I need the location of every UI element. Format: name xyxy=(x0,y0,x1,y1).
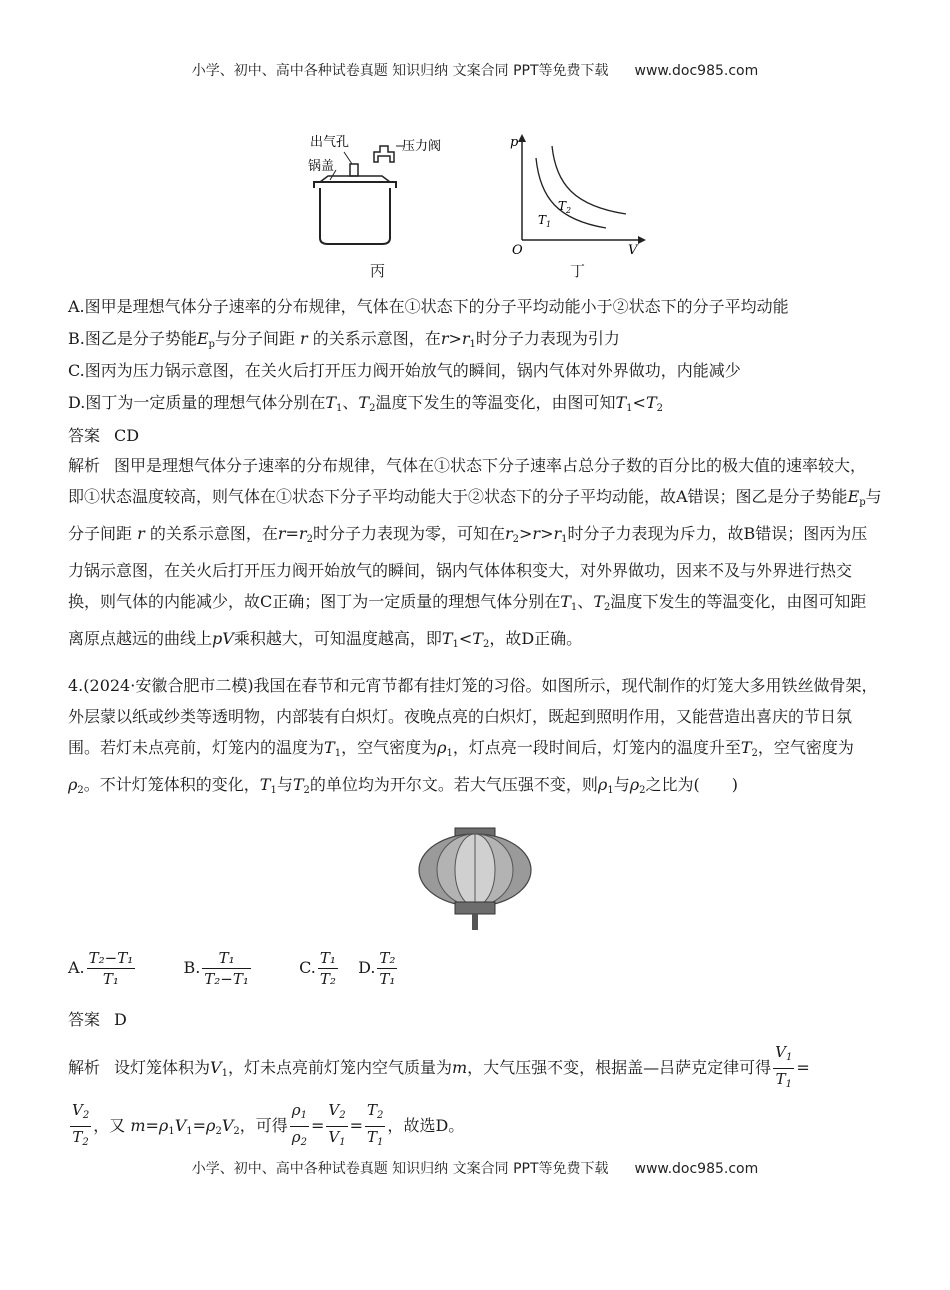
curve-t1-label: $T_1$ xyxy=(538,213,552,229)
q4-analysis-line2: $\frac{V_2}{T_2}$ ，又 $m=\rho_1V_1=\rho_2V_2$，可得 $\frac{\rho_1}{\rho_2}$ = $\frac{V_2}{V_1}$ = $\frac{T_2}{T_1}$ ，故选D。 xyxy=(72,1101,465,1148)
q3-answer xyxy=(68,423,139,446)
q4-answer: 答案 D xyxy=(68,1010,127,1029)
label-lid: 锅盖 xyxy=(308,159,335,174)
origin-label: O xyxy=(512,243,523,258)
caption-ding: 丁 xyxy=(570,262,586,280)
q4-analysis-line1: 解析 设灯笼体积为$V_1$，灯未点亮前灯笼内空气质量为m，大气压强不变，根据盖—吕萨克定律可得 $\frac{V_1}{T_1}$ = xyxy=(68,1043,810,1090)
q4-options xyxy=(68,948,399,989)
answer-value: CD xyxy=(114,426,140,445)
label-valve: 压力阀 xyxy=(402,139,442,154)
q4-option-d: D. $\frac{\text{T₂}}{\text{T₁}}$ xyxy=(358,949,396,988)
answer-label: 答案 xyxy=(68,426,101,445)
header-tagline: 小学、初中、高中各种试卷真题 知识归纳 文案合同 PPT等免费下载 xyxy=(191,63,609,79)
q4-option-a: A. $\frac{\text{T₂−T₁}}{\text{T₁}}$ xyxy=(68,949,134,988)
figure-isotherms xyxy=(508,128,648,258)
footer-tagline: 小学、初中、高中各种试卷真题 知识归纳 文案合同 PPT等免费下载 xyxy=(191,1161,609,1177)
caption-bing: 丙 xyxy=(370,262,386,280)
curve-t2-label: $T_2$ xyxy=(558,199,572,215)
q3-analysis: 解析 图甲是理想气体分子速率的分布规律，气体在①状态下分子速率占总分子数的百分比的极大值的速率较大，即①状态温度较高，则气体在①状态下分子平均动能大于②状态下的分子平均动能，故A错误；图乙是分子势能$E_p$与分子间距 r 的关系示意图，在$r=r_2$时分子力表现为零，可知在$r_2>r>r_1$时分子力表现为斥力，故B错误；图丙为压力锅示意图，在关火后打开压力阀开始放气的瞬间，锅内气体体积变大，对外界做功，因来不及与外界进行热交换，则气体的内能减少，故C正确；图丁为一定质量的理想气体分别在$T_1$、$T_2$温度下发生的等温变化，由图可知距离原点越远的曲线上pV乘积越大，可知温度越高，即$T_1<T_2$，故D正确。 xyxy=(68,456,882,650)
header-site: www.doc985.com xyxy=(634,63,759,79)
lantern-illustration xyxy=(415,826,535,932)
q4-stem: 4.(2024·安徽合肥市二模)我国在春节和元宵节都有挂灯笼的习俗。如图所示，现代制作的灯笼大多用铁丝做骨架，外层蒙以纸或纱类等透明物，内部装有白炽灯。夜晚点亮的白炽灯，既起到照明作用，又能营造出喜庆的节日氛围。若灯未点亮前，灯笼内的温度为$T_1$，空气密度为$\rho_1$，灯点亮一段时间后，灯笼内的温度升至$T_2$，空气密度为$\rho_2$。不计灯笼体积的变化，$T_1$与$T_2$的单位均为开尔文。若大气压强不变，则$\rho_1$与$\rho_2$之比为( ) xyxy=(68,676,878,796)
axis-v: V xyxy=(628,243,638,258)
q4-option-c: C. $\frac{\text{T₁}}{\text{T₂}}$ xyxy=(299,949,336,988)
page-header xyxy=(0,60,950,80)
figure-pressure-cooker xyxy=(300,128,460,258)
axis-p: p xyxy=(510,135,519,150)
page-footer xyxy=(0,1158,950,1178)
option-a: A.图甲是理想气体分子速率的分布规律，气体在①状态下的分子平均动能小于②状态下的分子平均动能 xyxy=(68,297,789,316)
q4-option-b: B. $\frac{\text{T₁}}{\text{T₂−T₁}}$ xyxy=(183,949,249,988)
option-c: C.图丙为压力锅示意图，在关火后打开压力阀开始放气的瞬间，锅内气体对外界做功，内能减少 xyxy=(68,361,741,380)
footer-site: www.doc985.com xyxy=(634,1161,759,1177)
option-b: B.图乙是分子势能$E_p$与分子间距 r 的关系示意图，在$r>r_1$时分子力表现为引力 xyxy=(68,329,620,350)
option-d: D.图丁为一定质量的理想气体分别在$T_1$、$T_2$温度下发生的等温变化，由图可知$T_1<T_2$ xyxy=(68,393,663,414)
label-outlet: 出气孔 xyxy=(310,135,350,150)
